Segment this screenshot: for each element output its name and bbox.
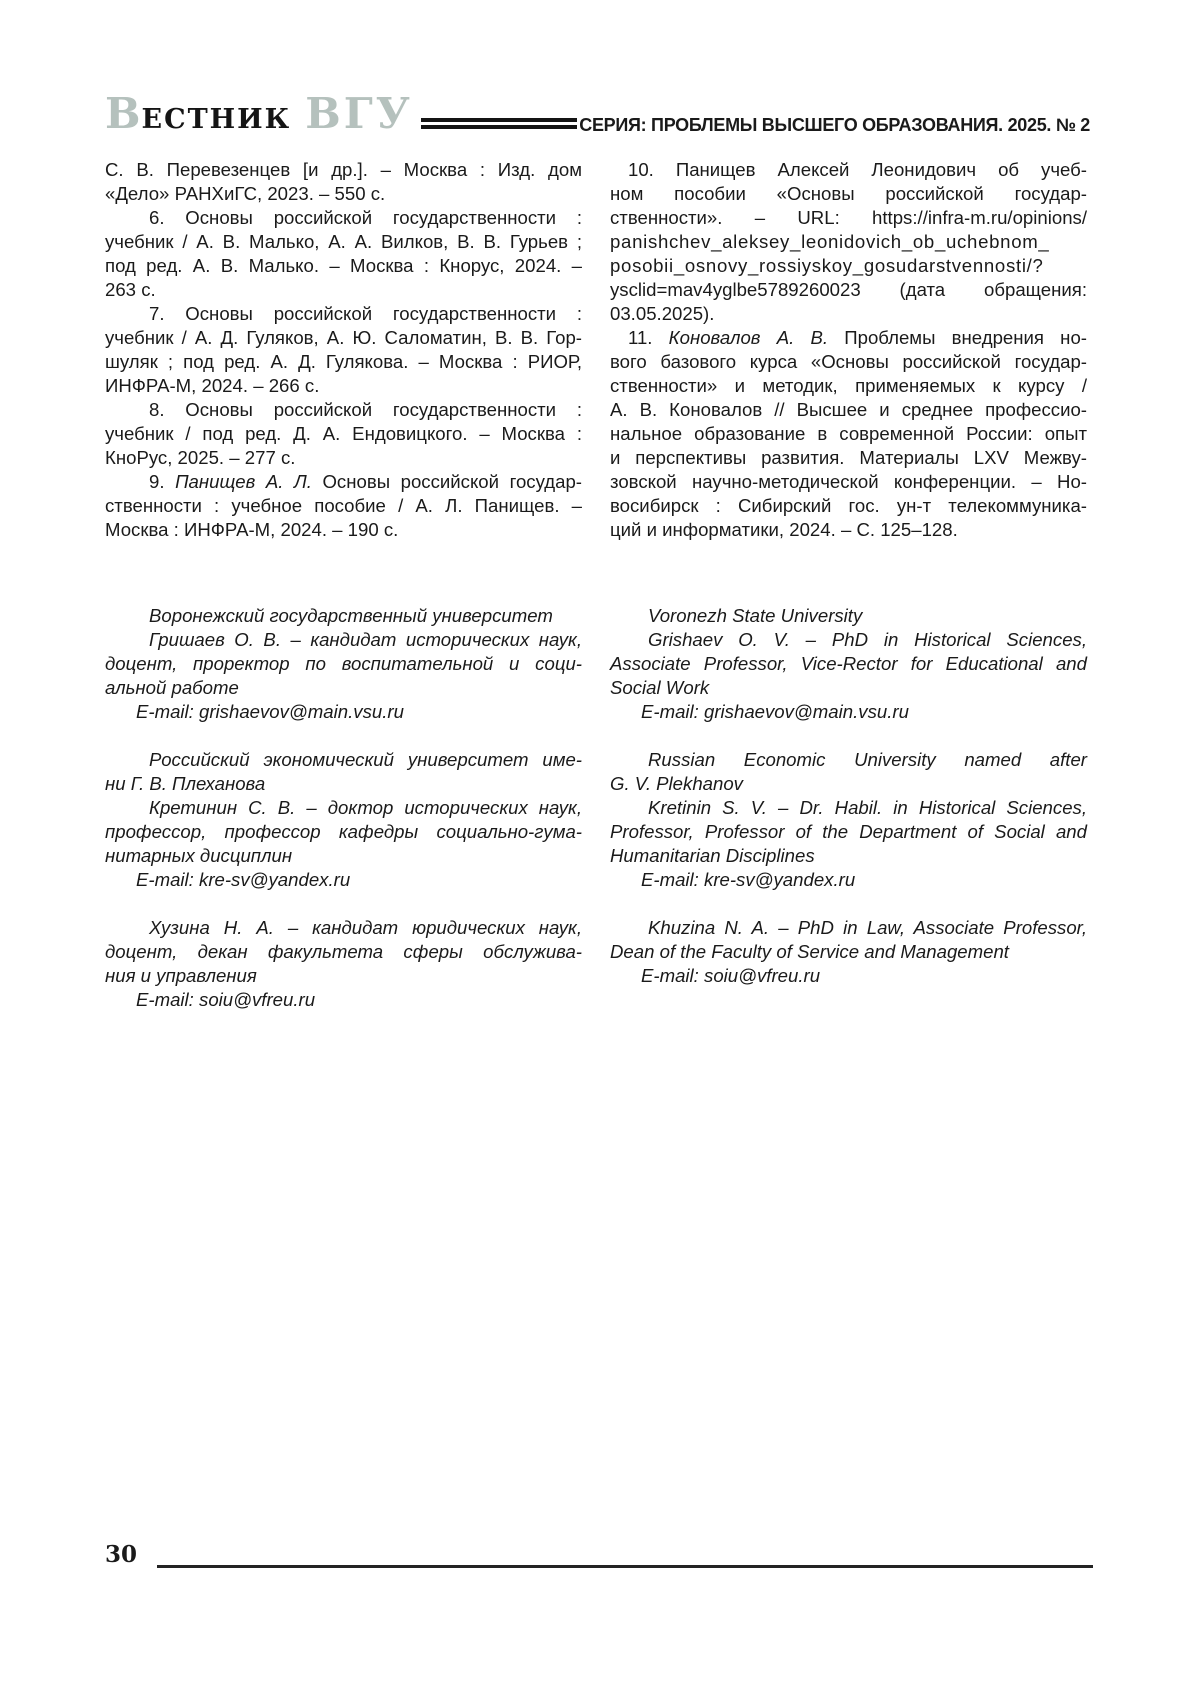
text-line — [105, 230, 582, 254]
text-line — [610, 628, 1087, 652]
text-segment: Воронежский государственный университет — [149, 605, 553, 626]
text-line — [610, 868, 1087, 892]
text-line — [610, 350, 1087, 374]
text-line — [105, 470, 582, 494]
text-line — [105, 748, 582, 772]
text-segment: E-mail: soiu@vfreu.ru — [641, 965, 821, 986]
text-line — [610, 470, 1087, 494]
text-segment: Коновалов А. В. — [668, 327, 829, 348]
text-line — [105, 628, 582, 652]
text-line — [610, 940, 1087, 964]
text-segment: шуляк ; под ред. А. Д. Гулякова. – Москва : РИОР, — [105, 351, 582, 372]
text-line — [610, 652, 1087, 676]
text-line — [610, 676, 1087, 700]
references-left — [105, 158, 582, 542]
text-line — [610, 422, 1087, 446]
text-line — [105, 868, 582, 892]
text-line — [610, 302, 1087, 326]
text-line — [105, 422, 582, 446]
text-segment: Social Work — [610, 677, 710, 698]
page-header — [105, 89, 1090, 142]
text-segment: E-mail: grishaevov@main.vsu.ru — [641, 701, 909, 722]
text-segment: ственности» и методик, применяемых к курсу / — [610, 375, 1087, 396]
page-footer — [105, 1542, 1093, 1568]
text-segment: ysclid=mav4yglbe5789260023 (дата обращения: — [610, 279, 1087, 300]
text-segment: доцент, декан факультета сферы обслужива- — [105, 941, 582, 962]
text-segment: ций и информатики, 2024. – С. 125–128. — [610, 519, 958, 540]
text-segment: ния и управления — [105, 965, 257, 986]
text-segment: ственности». – URL: https://infra-m.ru/opinions/ — [610, 207, 1087, 228]
text-line — [105, 206, 582, 230]
text-line — [105, 652, 582, 676]
text-line — [610, 748, 1087, 772]
text-line — [105, 158, 582, 182]
text-segment: ственности : учебное пособие / А. Л. Панищев. – — [105, 495, 582, 516]
footer-rule — [157, 1565, 1093, 1568]
logo-university-abbr: ВГУ — [305, 89, 413, 138]
text-line — [105, 820, 582, 844]
affiliations-russian — [105, 604, 582, 1012]
text-segment: posobii_osnovy_rossiyskoy_gosudarstvennosti/? — [610, 255, 1044, 276]
affiliation-block — [610, 748, 1087, 892]
text-segment: E-mail: kre-sv@yandex.ru — [641, 869, 856, 890]
right-column — [610, 158, 1087, 1012]
text-segment: Humanitarian Disciplines — [610, 845, 815, 866]
text-line — [105, 278, 582, 302]
text-segment: учебник / под ред. Д. А. Ендовицкого. – Москва : — [105, 423, 582, 444]
text-segment: 11. — [628, 327, 669, 348]
text-line — [610, 796, 1087, 820]
two-column-body — [105, 158, 1087, 1012]
journal-logo — [105, 89, 413, 142]
text-segment: E-mail: soiu@vfreu.ru — [136, 989, 316, 1010]
text-segment: Кретинин С. В. – доктор исторических наук, — [149, 797, 582, 818]
text-line — [610, 254, 1087, 278]
text-segment: Kretinin S. V. – Dr. Habil. in Historical Sciences, — [648, 797, 1087, 818]
text-line — [610, 772, 1087, 796]
text-segment: 8. Основы российской государственности : — [149, 399, 582, 420]
logo-initial-letter: В — [105, 89, 142, 138]
text-segment: 9. — [149, 471, 176, 492]
text-segment: Dean of the Faculty of Service and Management — [610, 941, 1009, 962]
text-segment: альной работе — [105, 677, 239, 698]
text-line — [105, 940, 582, 964]
text-line — [105, 494, 582, 518]
text-line — [610, 518, 1087, 542]
series-title: СЕРИЯ: ПРОБЛЕМЫ ВЫСШЕГО ОБРАЗОВАНИЯ. 2025. № 2 — [579, 115, 1090, 135]
affiliation-block — [610, 604, 1087, 724]
text-line — [105, 326, 582, 350]
text-line — [105, 302, 582, 326]
text-line — [610, 964, 1087, 988]
text-segment: «Дело» РАНХиГС, 2023. – 550 с. — [105, 183, 386, 204]
text-line — [105, 374, 582, 398]
text-line — [105, 446, 582, 470]
text-segment: E-mail: kre-sv@yandex.ru — [136, 869, 351, 890]
text-line — [610, 230, 1087, 254]
logo-word-rest: ЕСТНИК — [141, 104, 292, 135]
affiliation-block — [105, 916, 582, 1012]
text-segment: А. В. Коновалов // Высшее и среднее профессио- — [610, 399, 1087, 420]
text-line — [610, 206, 1087, 230]
text-segment: Гришаев О. В. – кандидат исторических наук, — [149, 629, 582, 650]
text-segment: Москва : ИНФРА-М, 2024. – 190 с. — [105, 519, 399, 540]
text-line — [610, 820, 1087, 844]
text-segment: Voronezh State University — [648, 605, 863, 626]
text-segment: panishchev_aleksey_leonidovich_ob_uchebnom_ — [610, 231, 1050, 252]
left-column — [105, 158, 582, 1012]
text-segment: доцент, проректор по воспитательной и соци- — [105, 653, 582, 674]
text-line — [105, 350, 582, 374]
text-segment: 10. Панищев Алексей Леонидович об учеб- — [628, 159, 1087, 180]
text-segment: E-mail: grishaevov@main.vsu.ru — [136, 701, 404, 722]
text-segment: профессор, профессор кафедры социально-гума- — [105, 821, 582, 842]
text-line — [610, 494, 1087, 518]
affiliation-block — [105, 604, 582, 724]
text-segment: G. V. Plekhanov — [610, 773, 743, 794]
text-line — [105, 398, 582, 422]
text-line — [610, 446, 1087, 470]
text-segment: Professor, Professor of the Department of Social and — [610, 821, 1087, 842]
text-segment: Панищев А. Л. — [175, 471, 312, 492]
text-segment: нальное образование в современной России: опыт — [610, 423, 1087, 444]
text-segment: 03.05.2025). — [610, 303, 715, 324]
text-segment: ни Г. В. Плеханова — [105, 773, 266, 794]
text-line — [105, 844, 582, 868]
text-segment: Grishaev O. V. – PhD in Historical Sciences, — [648, 629, 1087, 650]
text-segment: и перспективы развития. Материалы LXV Межву- — [610, 447, 1087, 468]
text-line — [105, 254, 582, 278]
text-segment: вого базового курса «Основы российской государ- — [610, 351, 1087, 372]
text-segment: Российский экономический университет име- — [149, 749, 582, 770]
text-line — [610, 182, 1087, 206]
affiliation-block — [105, 748, 582, 892]
text-segment: ИНФРА-М, 2024. – 266 с. — [105, 375, 320, 396]
text-line — [610, 158, 1087, 182]
text-line — [105, 988, 582, 1012]
text-segment: Russian Economic University named after — [648, 749, 1087, 770]
text-segment: Associate Professor, Vice-Rector for Educational and — [610, 653, 1087, 674]
text-segment: 6. Основы российской государственности : — [149, 207, 582, 228]
header-double-rule — [421, 118, 577, 129]
text-segment: С. В. Перевезенцев [и др.]. – Москва : Изд. дом — [105, 159, 582, 180]
affiliation-block — [610, 916, 1087, 988]
text-line — [610, 844, 1087, 868]
text-segment: Khuzina N. A. – PhD in Law, Associate Professor, — [648, 917, 1087, 938]
text-segment: Основы российской государ- — [311, 471, 582, 492]
page-number: 30 — [105, 1541, 138, 1568]
text-line — [610, 398, 1087, 422]
text-line — [610, 916, 1087, 940]
text-segment: КноРус, 2025. – 277 с. — [105, 447, 296, 468]
text-segment: учебник / А. В. Малько, А. А. Вилков, В. В. Гурьев ; — [105, 231, 582, 252]
text-line — [105, 182, 582, 206]
text-line — [105, 916, 582, 940]
text-line — [610, 700, 1087, 724]
text-line — [610, 604, 1087, 628]
text-segment: Проблемы внедрения но- — [828, 327, 1087, 348]
text-line — [105, 964, 582, 988]
text-line — [105, 518, 582, 542]
text-line — [105, 772, 582, 796]
text-line — [610, 326, 1087, 350]
references-right — [610, 158, 1087, 542]
text-segment: 263 с. — [105, 279, 156, 300]
text-line — [105, 604, 582, 628]
text-segment: нитарных дисциплин — [105, 845, 293, 866]
text-line — [105, 796, 582, 820]
text-segment: Хузина Н. А. – кандидат юридических наук, — [149, 917, 582, 938]
text-segment: под ред. А. В. Малько. – Москва : Кнорус, 2024. – — [105, 255, 582, 276]
text-line — [105, 700, 582, 724]
text-segment: ном пособии «Основы российской государ- — [610, 183, 1087, 204]
text-line — [610, 278, 1087, 302]
text-segment: учебник / А. Д. Гуляков, А. Ю. Саломатин, В. В. Гор- — [105, 327, 582, 348]
text-segment: восибирск : Сибирский гос. ун-т телекоммуника- — [610, 495, 1087, 516]
text-segment: зовской научно-методической конференции. – Но- — [610, 471, 1087, 492]
affiliations-english — [610, 604, 1087, 988]
text-line — [610, 374, 1087, 398]
text-segment: 7. Основы российской государственности : — [149, 303, 582, 324]
text-line — [105, 676, 582, 700]
